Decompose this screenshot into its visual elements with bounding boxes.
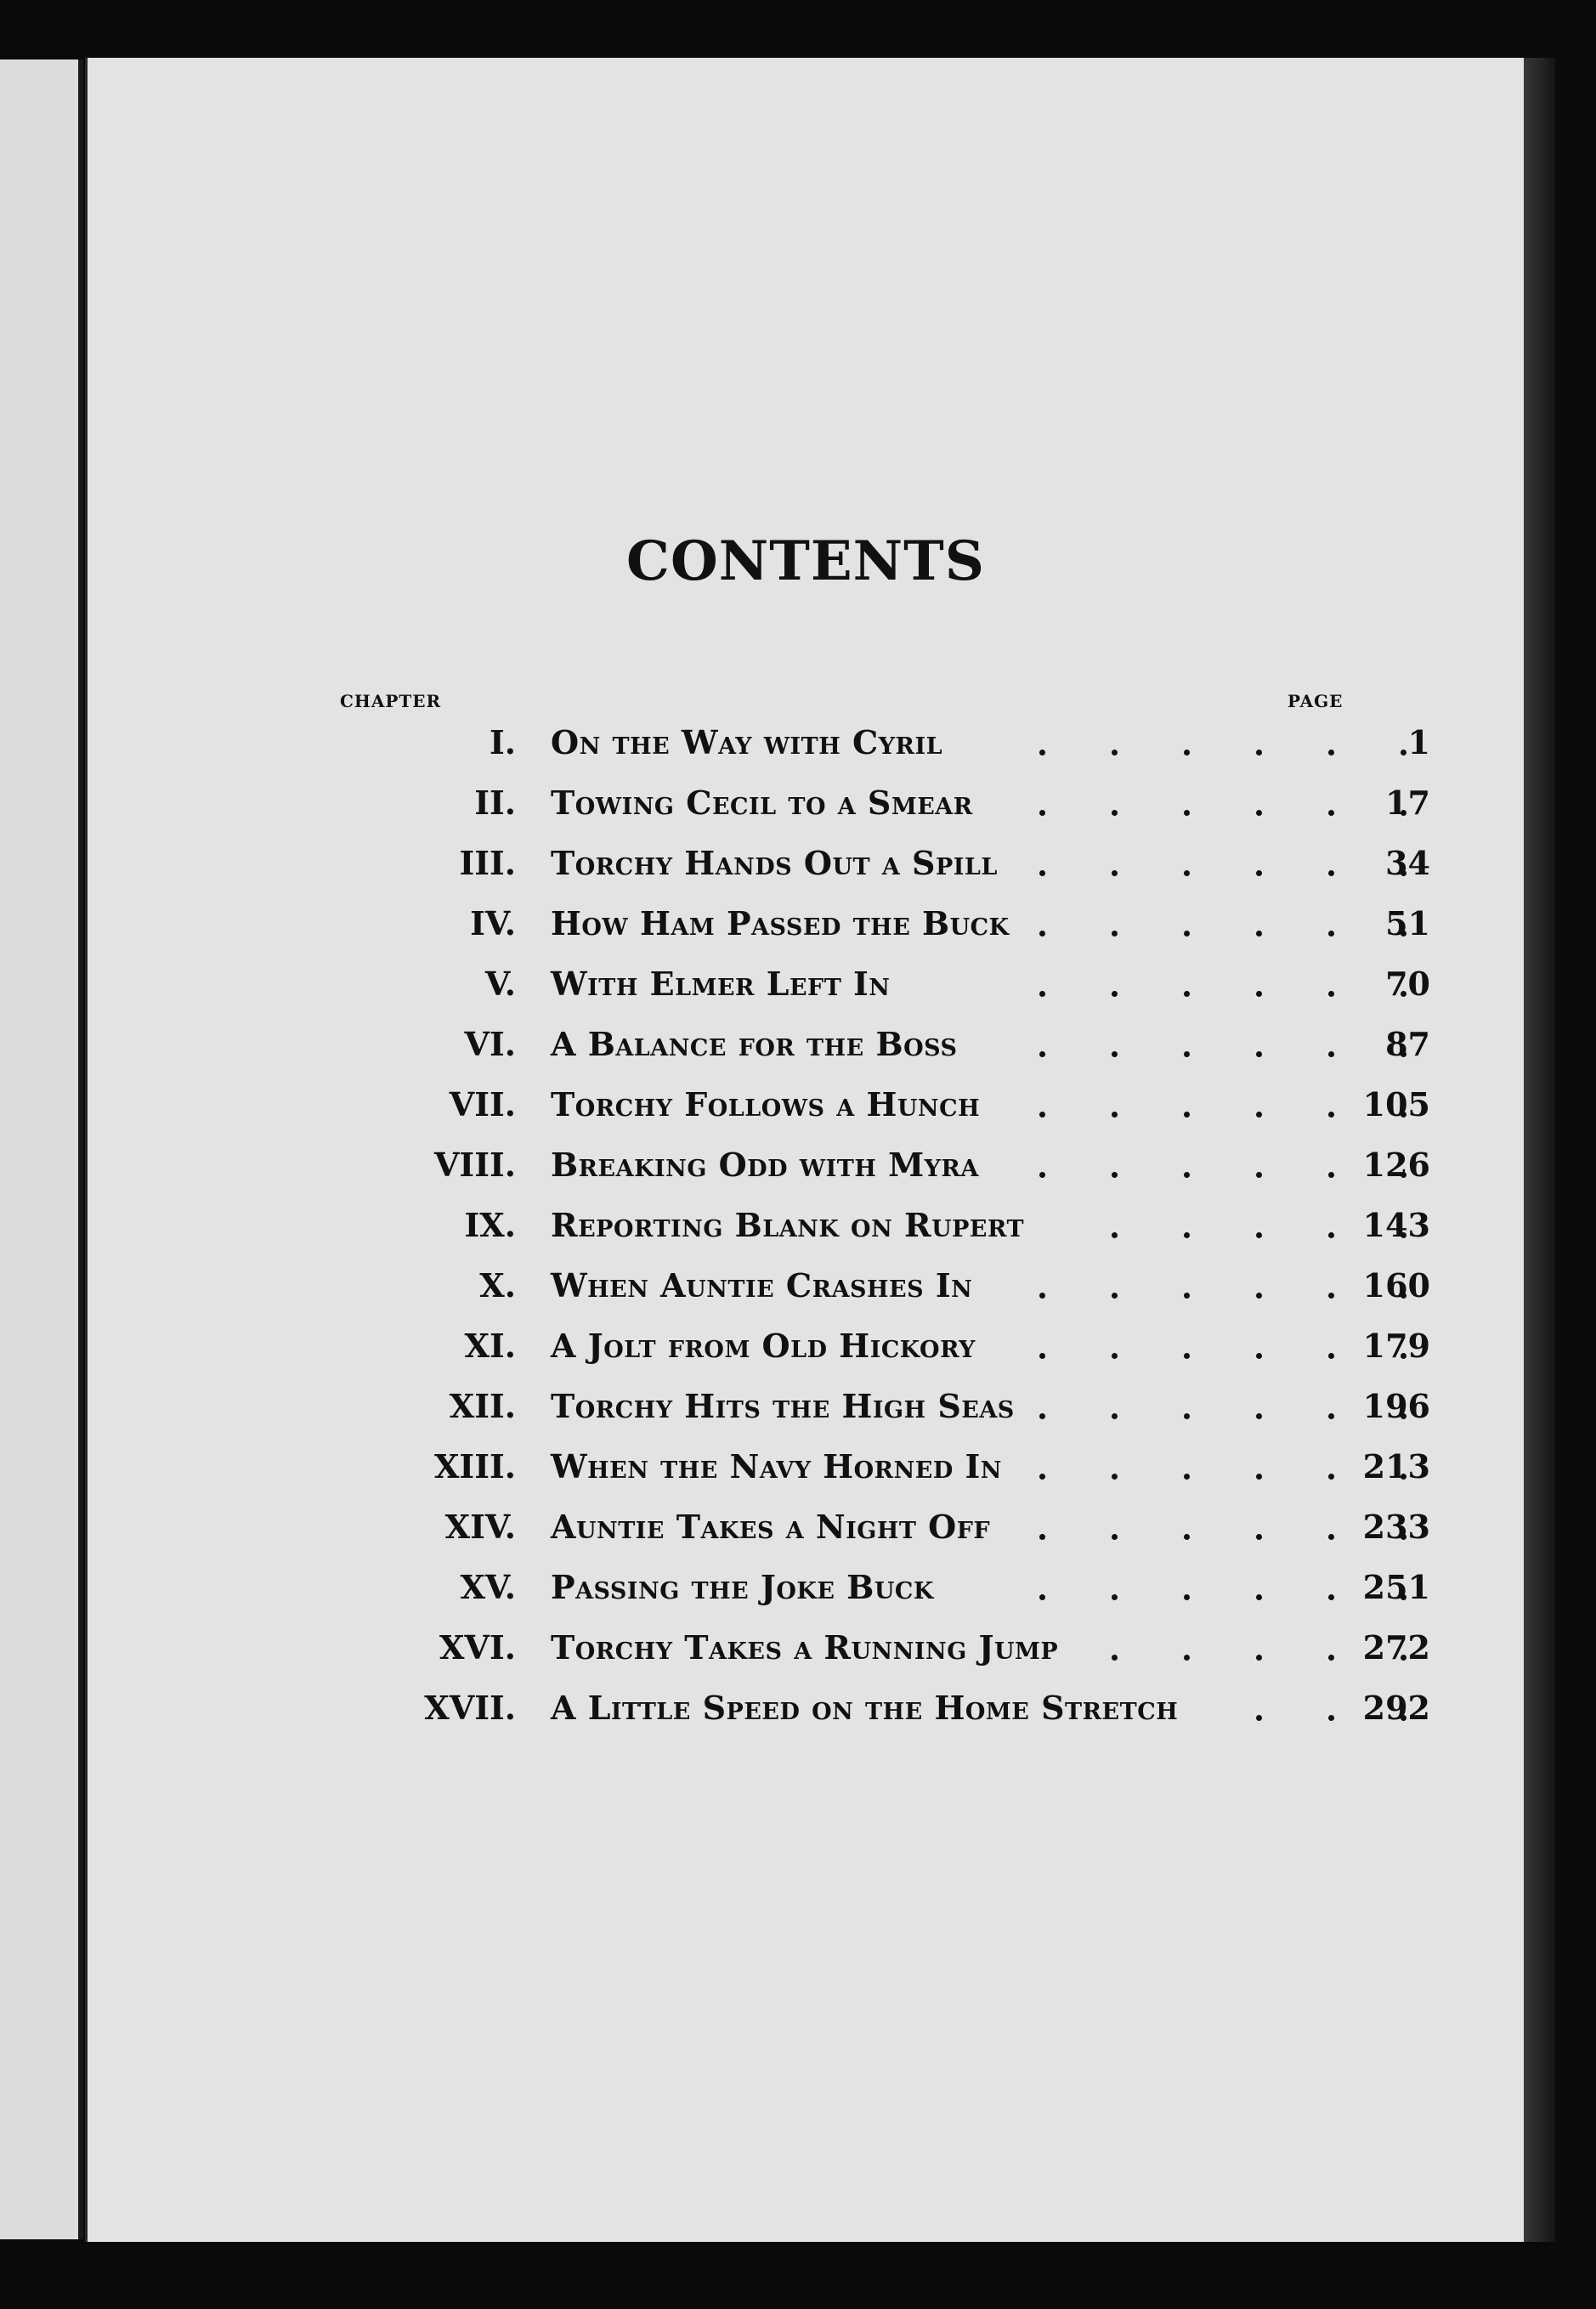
toc-entry	[325, 1557, 1430, 1617]
chapter-title: Towing Cecil to a Smear	[551, 784, 973, 822]
leader-dot	[1256, 991, 1262, 997]
page-number: 105	[1362, 1085, 1430, 1123]
chapter-number: VI.	[464, 1025, 516, 1063]
chapter-number: IV.	[470, 904, 516, 942]
leader-dots	[1039, 772, 1388, 833]
leader-dot	[1039, 931, 1045, 937]
chapter-title: Torchy Takes a Running Jump	[551, 1628, 1059, 1667]
leader-dot	[1256, 1112, 1262, 1118]
chapter-number: XIII.	[433, 1447, 516, 1486]
chapter-title: When the Navy Horned In	[551, 1447, 1002, 1486]
leader-dot	[1039, 750, 1045, 756]
toc-entry	[325, 712, 1430, 772]
leader-dot	[1256, 1293, 1262, 1299]
leader-dot	[1112, 870, 1118, 876]
page-number: 179	[1362, 1327, 1430, 1365]
page-number: 143	[1362, 1206, 1430, 1244]
toc-entry	[325, 954, 1430, 1014]
table-of-contents	[325, 712, 1430, 1738]
chapter-title: How Ham Passed the Buck	[551, 904, 1010, 942]
leader-dot	[1184, 1413, 1190, 1419]
leader-dot	[1328, 991, 1334, 997]
leader-dot	[1112, 1594, 1118, 1600]
leader-dot	[1039, 1172, 1045, 1178]
leader-dot	[1328, 1594, 1334, 1600]
chapter-number: XII.	[449, 1387, 516, 1425]
page-edge-shadow	[1521, 58, 1555, 2242]
toc-entry	[325, 1376, 1430, 1436]
leader-dot	[1184, 1594, 1190, 1600]
leader-dot	[1184, 1353, 1190, 1359]
chapter-number: XVI.	[439, 1628, 516, 1667]
toc-entry	[325, 1195, 1430, 1255]
toc-entry	[325, 1255, 1430, 1316]
chapter-title: Auntie Takes a Night Off	[551, 1508, 991, 1546]
chapter-number: XIV.	[444, 1508, 516, 1546]
leader-dots	[1039, 1678, 1388, 1738]
toc-entry	[325, 1316, 1430, 1376]
page-column-header: PAGE	[1288, 691, 1344, 711]
leader-dot	[1112, 991, 1118, 997]
page-number: 70	[1385, 965, 1430, 1003]
leader-dot	[1184, 991, 1190, 997]
leader-dot	[1039, 1353, 1045, 1359]
leader-dot	[1112, 931, 1118, 937]
leader-dot	[1184, 750, 1190, 756]
leader-dot	[1256, 1474, 1262, 1480]
leader-dot	[1328, 810, 1334, 816]
page-number: 34	[1385, 844, 1430, 882]
leader-dot	[1112, 1655, 1118, 1661]
leader-dots	[1039, 1074, 1388, 1135]
chapter-title: On the Way with Cyril	[551, 723, 943, 761]
toc-entry	[325, 1617, 1430, 1678]
leader-dot	[1112, 1413, 1118, 1419]
page-number: 213	[1362, 1447, 1430, 1486]
leader-dot	[1184, 931, 1190, 937]
leader-dots	[1039, 1316, 1388, 1376]
page-number: 51	[1385, 904, 1430, 942]
leader-dot	[1401, 750, 1406, 756]
toc-entry	[325, 1497, 1430, 1557]
page-number: 196	[1362, 1387, 1430, 1425]
page-number: 126	[1362, 1146, 1430, 1184]
chapter-title: Torchy Hands Out a Spill	[551, 844, 998, 882]
leader-dot	[1112, 1051, 1118, 1057]
leader-dot	[1256, 870, 1262, 876]
toc-entry	[325, 1135, 1430, 1195]
leader-dot	[1112, 1112, 1118, 1118]
leader-dot	[1328, 870, 1334, 876]
leader-dot	[1112, 1534, 1118, 1540]
leader-dot	[1256, 1353, 1262, 1359]
chapter-number: VIII.	[433, 1146, 516, 1184]
facing-page-edge	[0, 59, 83, 2239]
chapter-title: Torchy Hits the High Seas	[551, 1387, 1015, 1425]
leader-dot	[1256, 1594, 1262, 1600]
leader-dot	[1039, 870, 1045, 876]
chapter-title: Torchy Follows a Hunch	[551, 1085, 981, 1123]
page-number: 292	[1362, 1689, 1430, 1727]
leader-dot	[1328, 1051, 1334, 1057]
chapter-title: Breaking Odd with Myra	[551, 1146, 979, 1184]
toc-entry	[325, 893, 1430, 954]
chapter-number: III.	[459, 844, 516, 882]
leader-dot	[1256, 1232, 1262, 1238]
toc-entry	[325, 1014, 1430, 1074]
leader-dot	[1039, 1051, 1045, 1057]
leader-dot	[1256, 1655, 1262, 1661]
leader-dot	[1184, 870, 1190, 876]
leader-dot	[1039, 1474, 1045, 1480]
leader-dots	[1039, 1497, 1388, 1557]
page-number: 87	[1385, 1025, 1430, 1063]
leader-dot	[1328, 1232, 1334, 1238]
page-number: 251	[1362, 1568, 1430, 1606]
chapter-title: Passing the Joke Buck	[551, 1568, 934, 1606]
page-number: 1	[1407, 723, 1430, 761]
page-number: 233	[1362, 1508, 1430, 1546]
leader-dot	[1328, 1112, 1334, 1118]
leader-dot	[1328, 1655, 1334, 1661]
toc-entry	[325, 1436, 1430, 1497]
leader-dots	[1039, 954, 1388, 1014]
leader-dot	[1184, 1051, 1190, 1057]
chapter-title: With Elmer Left In	[551, 965, 891, 1003]
page-number: 272	[1362, 1628, 1430, 1667]
leader-dot	[1039, 810, 1045, 816]
leader-dot	[1184, 1112, 1190, 1118]
leader-dots	[1039, 712, 1388, 772]
leader-dots	[1039, 1617, 1388, 1678]
chapter-number: IX.	[464, 1206, 516, 1244]
toc-entry	[325, 772, 1430, 833]
leader-dot	[1328, 1293, 1334, 1299]
leader-dot	[1184, 1474, 1190, 1480]
leader-dot	[1256, 1715, 1262, 1721]
leader-dots	[1039, 1376, 1388, 1436]
leader-dots	[1039, 1014, 1388, 1074]
leader-dot	[1328, 931, 1334, 937]
leader-dot	[1328, 1474, 1334, 1480]
leader-dot	[1039, 1112, 1045, 1118]
leader-dots	[1039, 1557, 1388, 1617]
leader-dot	[1184, 810, 1190, 816]
leader-dots	[1039, 1135, 1388, 1195]
chapter-title: A Little Speed on the Home Stretch	[551, 1689, 1179, 1727]
chapter-number: VII.	[449, 1085, 516, 1123]
chapter-title: A Balance for the Boss	[551, 1025, 958, 1063]
book-page	[85, 58, 1524, 2242]
leader-dot	[1112, 1172, 1118, 1178]
leader-dot	[1039, 1293, 1045, 1299]
leader-dot	[1256, 1051, 1262, 1057]
page-number: 160	[1362, 1266, 1430, 1304]
chapter-title: Reporting Blank on Rupert	[551, 1206, 1025, 1244]
leader-dot	[1328, 1353, 1334, 1359]
chapter-number: XV.	[460, 1568, 516, 1606]
page-number: 17	[1385, 784, 1430, 822]
leader-dot	[1184, 1534, 1190, 1540]
toc-entry	[325, 833, 1430, 893]
chapter-number: II.	[474, 784, 516, 822]
chapter-column-header: CHAPTER	[340, 691, 442, 711]
toc-entry	[325, 1074, 1430, 1135]
leader-dot	[1328, 1534, 1334, 1540]
chapter-number: V.	[484, 965, 516, 1003]
leader-dot	[1112, 1353, 1118, 1359]
chapter-number: X.	[479, 1266, 516, 1304]
leader-dot	[1256, 810, 1262, 816]
leader-dot	[1112, 1232, 1118, 1238]
leader-dots	[1039, 833, 1388, 893]
leader-dot	[1328, 1413, 1334, 1419]
toc-entry	[325, 1678, 1430, 1738]
chapter-number: XVII.	[424, 1689, 516, 1727]
chapter-number: I.	[489, 723, 516, 761]
leader-dot	[1039, 1534, 1045, 1540]
leader-dot	[1112, 1474, 1118, 1480]
leader-dot	[1184, 1655, 1190, 1661]
leader-dot	[1184, 1172, 1190, 1178]
leader-dot	[1039, 991, 1045, 997]
leader-dot	[1256, 1413, 1262, 1419]
leader-dot	[1328, 1172, 1334, 1178]
leader-dots	[1039, 1195, 1388, 1255]
page-title: CONTENTS	[626, 529, 985, 593]
leader-dot	[1328, 1715, 1334, 1721]
leader-dots	[1039, 1255, 1388, 1316]
leader-dots	[1039, 893, 1388, 954]
leader-dot	[1184, 1293, 1190, 1299]
chapter-title: A Jolt from Old Hickory	[551, 1327, 976, 1365]
leader-dot	[1256, 1172, 1262, 1178]
leader-dot	[1112, 750, 1118, 756]
chapter-number: XI.	[464, 1327, 516, 1365]
leader-dot	[1256, 931, 1262, 937]
leader-dot	[1039, 1413, 1045, 1419]
leader-dot	[1256, 1534, 1262, 1540]
leader-dot	[1112, 1293, 1118, 1299]
leader-dot	[1256, 750, 1262, 756]
chapter-title: When Auntie Crashes In	[551, 1266, 973, 1304]
leader-dot	[1039, 1594, 1045, 1600]
leader-dot	[1112, 810, 1118, 816]
leader-dot	[1328, 750, 1334, 756]
leader-dot	[1184, 1232, 1190, 1238]
leader-dots	[1039, 1436, 1388, 1497]
